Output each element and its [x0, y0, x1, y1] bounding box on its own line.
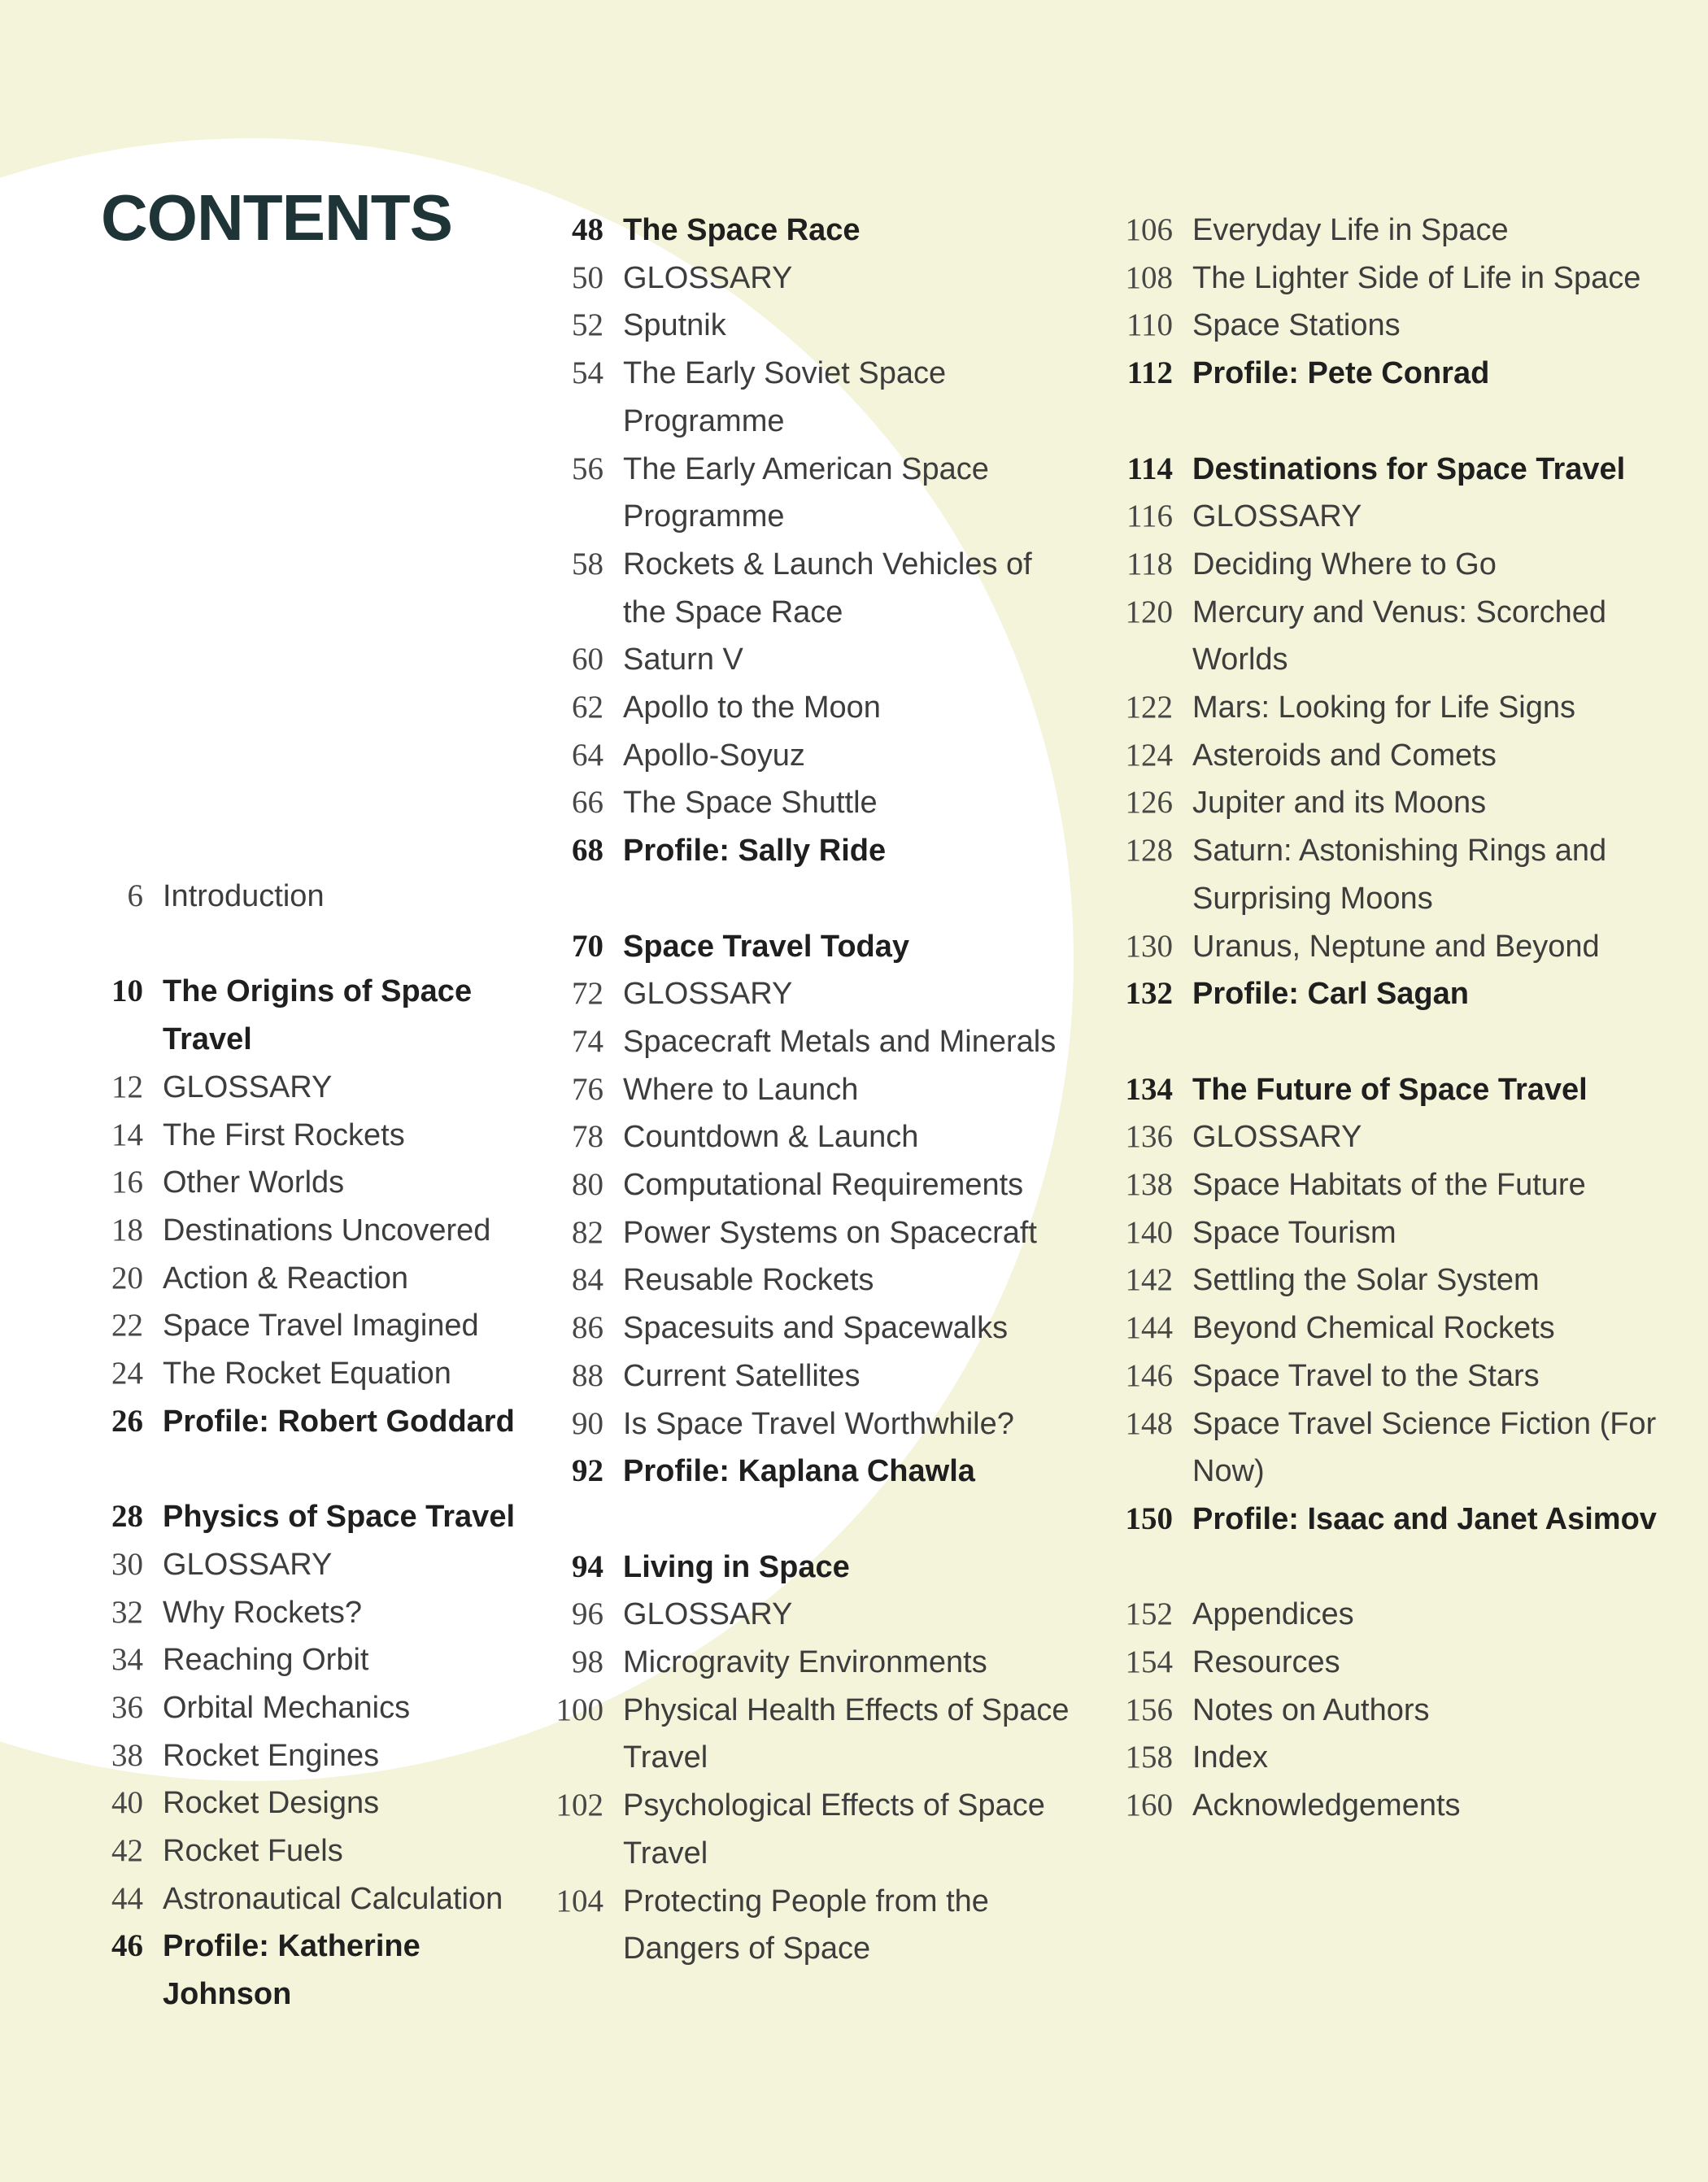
- toc-entry: [98, 1875, 537, 1923]
- toc-page-number: 138: [1125, 1167, 1173, 1203]
- toc-entry-title: Saturn: Astonishing Rings and Surprising Moons: [1192, 834, 1607, 916]
- toc-entry: [98, 1064, 537, 1112]
- toc-page-number: 32: [111, 1594, 143, 1630]
- toc-entry-title: Space Travel to the Stars: [1192, 1358, 1540, 1393]
- toc-entry: [98, 1112, 537, 1160]
- toc-entry: [1114, 827, 1684, 922]
- toc-page-number: 72: [572, 976, 603, 1012]
- toc-entry: [553, 1018, 1082, 1066]
- toc-entry: [98, 1779, 537, 1827]
- toc-entry: [98, 873, 537, 921]
- toc-page-number: 104: [556, 1883, 603, 1919]
- toc-page-number: 128: [1125, 833, 1173, 869]
- toc-entry-title: Appendices: [1192, 1597, 1354, 1632]
- toc-entry: [553, 732, 1082, 780]
- toc-page-number: 40: [111, 1785, 143, 1821]
- toc-entry-title: Is Space Travel Worthwhile?: [623, 1406, 1014, 1441]
- toc-entry-title: Resources: [1192, 1645, 1340, 1680]
- toc-entry: [553, 1591, 1082, 1639]
- toc-page-number: 108: [1125, 259, 1173, 295]
- toc-page-number: 54: [572, 355, 603, 391]
- toc-entry: [553, 1448, 1082, 1496]
- toc-entry-title: The Early Soviet Space Programme: [623, 356, 947, 438]
- toc-page-number: 10: [111, 973, 143, 1009]
- toc-page-number: 42: [111, 1833, 143, 1869]
- toc-entry-title: Where to Launch: [623, 1072, 859, 1107]
- toc-entry: [1114, 1304, 1684, 1352]
- toc-page-number: 58: [572, 546, 603, 581]
- toc-page-number: 48: [572, 212, 603, 247]
- toc-entry: [553, 446, 1082, 541]
- toc-entry: [98, 1350, 537, 1398]
- toc-page-number: 152: [1125, 1596, 1173, 1632]
- toc-page-number: 24: [111, 1356, 143, 1392]
- toc-entry: [1114, 1687, 1684, 1735]
- toc-entry: [553, 1782, 1082, 1877]
- toc-entry: [98, 1589, 537, 1637]
- toc-entry-title: Reusable Rockets: [623, 1263, 874, 1298]
- toc-entry: [553, 779, 1082, 827]
- toc-entry: [98, 1827, 537, 1875]
- toc-entry-title: Profile: Carl Sagan: [1192, 977, 1469, 1012]
- toc-entry-title: Space Travel Science Fiction (For Now): [1192, 1406, 1657, 1489]
- toc-entry-title: Everyday Life in Space: [1192, 213, 1509, 247]
- toc-entry-title: Beyond Chemical Rockets: [1192, 1311, 1555, 1346]
- toc-entry-title: The Origins of Space Travel: [163, 974, 473, 1057]
- toc-entry: [1114, 207, 1684, 255]
- toc-entry: [1114, 541, 1684, 589]
- toc-page-number: 146: [1125, 1357, 1173, 1393]
- toc-entry-title: Rocket Engines: [163, 1738, 380, 1773]
- toc-entry: [553, 1352, 1082, 1400]
- toc-page-number: 12: [111, 1069, 143, 1104]
- toc-page-number: 116: [1126, 499, 1173, 534]
- toc-entry-title: Rockets & Launch Vehicles of the Space Race: [623, 547, 1032, 629]
- toc-page-number: 92: [572, 1453, 603, 1489]
- toc-page-number: 112: [1126, 355, 1173, 391]
- toc-page-number: 20: [111, 1260, 143, 1296]
- toc-entry-title: Acknowledgements: [1192, 1788, 1461, 1823]
- toc-column-3: [1114, 207, 1684, 1830]
- toc-entry-title: Uranus, Neptune and Beyond: [1192, 929, 1600, 964]
- toc-entry-title: The Future of Space Travel: [1192, 1072, 1588, 1107]
- toc-page-number: 88: [572, 1357, 603, 1393]
- toc-entry-title: Current Satellites: [623, 1358, 861, 1393]
- toc-page-number: 30: [111, 1546, 143, 1582]
- toc-entry: [553, 255, 1082, 303]
- toc-page-number: 126: [1125, 785, 1173, 821]
- toc-entry: [1114, 1782, 1684, 1830]
- toc-entry-title: Destinations for Space Travel: [1192, 451, 1626, 486]
- toc-page-number: 90: [572, 1405, 603, 1441]
- toc-entry: [98, 1493, 537, 1541]
- toc-entry-title: GLOSSARY: [623, 977, 793, 1012]
- toc-entry: [98, 1636, 537, 1684]
- toc-entry-title: Notes on Authors: [1192, 1692, 1430, 1727]
- toc-page-number: 14: [111, 1117, 143, 1152]
- toc-entry: [553, 541, 1082, 636]
- toc-entry: [553, 207, 1082, 255]
- toc-entry-title: Space Habitats of the Future: [1192, 1168, 1586, 1203]
- toc-page-number: 158: [1125, 1740, 1173, 1775]
- toc-entry: [98, 1398, 537, 1446]
- toc-entry-title: Rocket Fuels: [163, 1834, 343, 1869]
- toc-entry: [553, 1304, 1082, 1352]
- toc-entry: [98, 1541, 537, 1589]
- toc-page-number: 38: [111, 1737, 143, 1773]
- toc-entry-title: Profile: Katherine Johnson: [163, 1929, 420, 2012]
- toc-entry: [553, 1066, 1082, 1114]
- toc-page-number: 156: [1125, 1692, 1173, 1727]
- toc-page-number: 68: [572, 833, 603, 869]
- toc-entry: [1114, 779, 1684, 827]
- toc-page-number: 100: [556, 1692, 603, 1727]
- toc-entry: [1114, 302, 1684, 350]
- toc-entry: [98, 1732, 537, 1780]
- toc-entry-title: The Space Race: [623, 213, 861, 247]
- toc-entry: [1114, 684, 1684, 732]
- toc-entry-title: Other Worlds: [163, 1165, 345, 1200]
- toc-entry: [553, 1161, 1082, 1209]
- toc-entry-title: Profile: Kaplana Chawla: [623, 1454, 975, 1489]
- toc-page-number: 50: [572, 259, 603, 295]
- toc-page-number: 102: [556, 1788, 603, 1823]
- toc-entry-title: Profile: Pete Conrad: [1192, 356, 1490, 391]
- toc-page-number: 86: [572, 1310, 603, 1346]
- toc-entry-title: The Rocket Equation: [163, 1357, 451, 1392]
- toc-entry: [1114, 1066, 1684, 1114]
- toc-page-number: 80: [572, 1167, 603, 1203]
- toc-page-number: 52: [572, 307, 603, 343]
- toc-entry-title: Introduction: [163, 879, 325, 913]
- toc-page-number: 154: [1125, 1644, 1173, 1680]
- toc-entry: [1114, 923, 1684, 971]
- toc-entry-title: Countdown & Launch: [623, 1120, 919, 1155]
- toc-entry: [98, 1255, 537, 1303]
- toc-entry-title: Profile: Robert Goddard: [163, 1404, 515, 1439]
- toc-entry-title: GLOSSARY: [1192, 1120, 1362, 1155]
- toc-entry: [553, 1687, 1082, 1782]
- toc-page-number: 130: [1125, 928, 1173, 964]
- toc-entry-title: Rocket Designs: [163, 1786, 380, 1821]
- toc-entry: [1114, 1113, 1684, 1161]
- toc-entry: [1114, 1496, 1684, 1544]
- toc-entry: [553, 1544, 1082, 1592]
- toc-entry-title: Mars: Looking for Life Signs: [1192, 690, 1576, 725]
- toc-page-number: 106: [1125, 212, 1173, 247]
- toc-entry: [1114, 1591, 1684, 1639]
- toc-entry-title: Spacesuits and Spacewalks: [623, 1311, 1009, 1346]
- toc-entry: [553, 1209, 1082, 1257]
- toc-entry: [1114, 732, 1684, 780]
- toc-page-number: 36: [111, 1689, 143, 1725]
- toc-entry: [553, 923, 1082, 971]
- toc-entry: [98, 1302, 537, 1350]
- toc-entry-title: Space Tourism: [1192, 1215, 1396, 1250]
- toc-page-number: 134: [1125, 1071, 1173, 1107]
- toc-entry: [1114, 1352, 1684, 1400]
- toc-page-number: 66: [572, 785, 603, 821]
- toc-page-number: 74: [572, 1023, 603, 1059]
- toc-page-number: 70: [572, 928, 603, 964]
- toc-entry-title: The Early American Space Programme: [623, 451, 989, 534]
- toc-entry: [553, 1400, 1082, 1448]
- toc-page-number: 76: [572, 1071, 603, 1107]
- toc-entry: [553, 636, 1082, 684]
- toc-page-number: 18: [111, 1212, 143, 1248]
- toc-entry: [1114, 1734, 1684, 1782]
- toc-page-number: 122: [1125, 690, 1173, 725]
- toc-page-number: 64: [572, 737, 603, 773]
- toc-entry: [553, 827, 1082, 875]
- toc-entry: [1114, 1257, 1684, 1304]
- toc-entry: [98, 1159, 537, 1207]
- toc-entry-title: Asteroids and Comets: [1192, 738, 1497, 773]
- toc-entry-title: GLOSSARY: [623, 260, 793, 295]
- toc-entry-title: GLOSSARY: [1192, 499, 1362, 534]
- toc-entry: [1114, 1639, 1684, 1687]
- toc-entry: [1114, 1161, 1684, 1209]
- toc-entry-title: Orbital Mechanics: [163, 1690, 411, 1725]
- toc-entry-title: Destinations Uncovered: [163, 1213, 491, 1248]
- toc-entry-title: Spacecraft Metals and Minerals: [623, 1024, 1057, 1059]
- toc-entry-title: Deciding Where to Go: [1192, 547, 1497, 581]
- toc-entry: [1114, 1209, 1684, 1257]
- toc-column-1: [98, 873, 537, 2019]
- toc-page-number: 46: [111, 1928, 143, 1964]
- toc-entry-title: Profile: Sally Ride: [623, 834, 887, 869]
- toc-page-number: 142: [1125, 1262, 1173, 1298]
- toc-entry-title: The First Rockets: [163, 1117, 405, 1152]
- toc-entry: [1114, 589, 1684, 684]
- toc-entry-title: Protecting People from the Dangers of Space: [623, 1884, 989, 1966]
- toc-page-number: 34: [111, 1642, 143, 1678]
- toc-entry: [1114, 1400, 1684, 1496]
- toc-entry-title: Living in Space: [623, 1549, 850, 1584]
- toc-entry: [1114, 970, 1684, 1018]
- toc-entry-title: Power Systems on Spacecraft: [623, 1215, 1037, 1250]
- toc-entry-title: Space Travel Imagined: [163, 1309, 479, 1344]
- toc-page-number: 118: [1126, 546, 1173, 581]
- toc-entry-title: GLOSSARY: [623, 1597, 793, 1632]
- toc-page-number: 94: [572, 1548, 603, 1584]
- toc-entry-title: GLOSSARY: [163, 1547, 333, 1582]
- toc-entry-title: The Lighter Side of Life in Space: [1192, 260, 1641, 295]
- toc-entry-title: Sputnik: [623, 308, 726, 343]
- toc-entry-title: Astronautical Calculation: [163, 1881, 503, 1916]
- page-title: CONTENTS: [101, 181, 452, 254]
- toc-entry: [1114, 255, 1684, 303]
- toc-entry-title: Settling the Solar System: [1192, 1263, 1540, 1298]
- toc-entry: [98, 1207, 537, 1255]
- toc-page-number: 44: [111, 1880, 143, 1916]
- toc-entry-title: Psychological Effects of Space Travel: [623, 1788, 1045, 1871]
- toc-entry: [553, 684, 1082, 732]
- toc-entry: [553, 970, 1082, 1018]
- toc-entry: [553, 1257, 1082, 1304]
- toc-page-number: 16: [111, 1165, 143, 1200]
- toc-page-number: 144: [1125, 1310, 1173, 1346]
- toc-entry: [553, 1639, 1082, 1687]
- toc-entry: [1114, 446, 1684, 494]
- toc-page-number: 148: [1125, 1405, 1173, 1441]
- toc-entry-title: GLOSSARY: [163, 1069, 333, 1104]
- toc-entry-title: Microgravity Environments: [623, 1645, 987, 1680]
- toc-page-number: 28: [111, 1499, 143, 1535]
- toc-entry: [553, 350, 1082, 445]
- toc-entry-title: Action & Reaction: [163, 1261, 409, 1296]
- toc-page-number: 6: [127, 878, 143, 913]
- toc-entry: [98, 1684, 537, 1732]
- toc-page-number: 114: [1126, 451, 1173, 486]
- toc-page-number: 22: [111, 1308, 143, 1344]
- toc-page-number: 98: [572, 1644, 603, 1680]
- toc-column-2: [553, 207, 1082, 1973]
- toc-page-number: 82: [572, 1214, 603, 1250]
- toc-entry-title: Space Stations: [1192, 308, 1401, 343]
- toc-entry-title: Mercury and Venus: Scorched Worlds: [1192, 594, 1607, 677]
- toc-page-number: 124: [1125, 737, 1173, 773]
- toc-entry-title: Space Travel Today: [623, 929, 910, 964]
- toc-entry-title: Physical Health Effects of Space Travel: [623, 1692, 1070, 1775]
- toc-page-number: 60: [572, 642, 603, 677]
- toc-page-number: 120: [1125, 594, 1173, 629]
- toc-page-number: 140: [1125, 1214, 1173, 1250]
- toc-page-number: 56: [572, 451, 603, 486]
- toc-page-number: 110: [1126, 307, 1173, 343]
- toc-entry-title: Index: [1192, 1740, 1268, 1775]
- toc-entry-title: Reaching Orbit: [163, 1643, 369, 1678]
- toc-entry: [1114, 493, 1684, 541]
- toc-page-number: 96: [572, 1596, 603, 1632]
- toc-page-number: 26: [111, 1403, 143, 1439]
- toc-entry-title: Apollo-Soyuz: [623, 738, 805, 773]
- toc-page-number: 84: [572, 1262, 603, 1298]
- toc-entry-title: The Space Shuttle: [623, 786, 878, 821]
- toc-page-number: 136: [1125, 1119, 1173, 1155]
- toc-entry: [553, 1113, 1082, 1161]
- toc-page-number: 62: [572, 690, 603, 725]
- toc-page-number: 78: [572, 1119, 603, 1155]
- toc-entry: [1114, 350, 1684, 398]
- toc-entry-title: Saturn V: [623, 642, 743, 677]
- toc-page-number: 150: [1125, 1500, 1173, 1536]
- toc-entry: [98, 968, 537, 1063]
- toc-entry-title: Physics of Space Travel: [163, 1500, 516, 1535]
- toc-entry: [553, 1878, 1082, 1973]
- toc-entry: [553, 302, 1082, 350]
- toc-entry-title: Profile: Isaac and Janet Asimov: [1192, 1501, 1657, 1536]
- toc-entry-title: Computational Requirements: [623, 1168, 1024, 1203]
- toc-entry: [98, 1923, 537, 2018]
- toc-entry-title: Why Rockets?: [163, 1595, 362, 1630]
- toc-entry-title: Jupiter and its Moons: [1192, 786, 1487, 821]
- toc-page-number: 132: [1125, 976, 1173, 1012]
- toc-entry-title: Apollo to the Moon: [623, 690, 881, 725]
- toc-page-number: 160: [1125, 1788, 1173, 1823]
